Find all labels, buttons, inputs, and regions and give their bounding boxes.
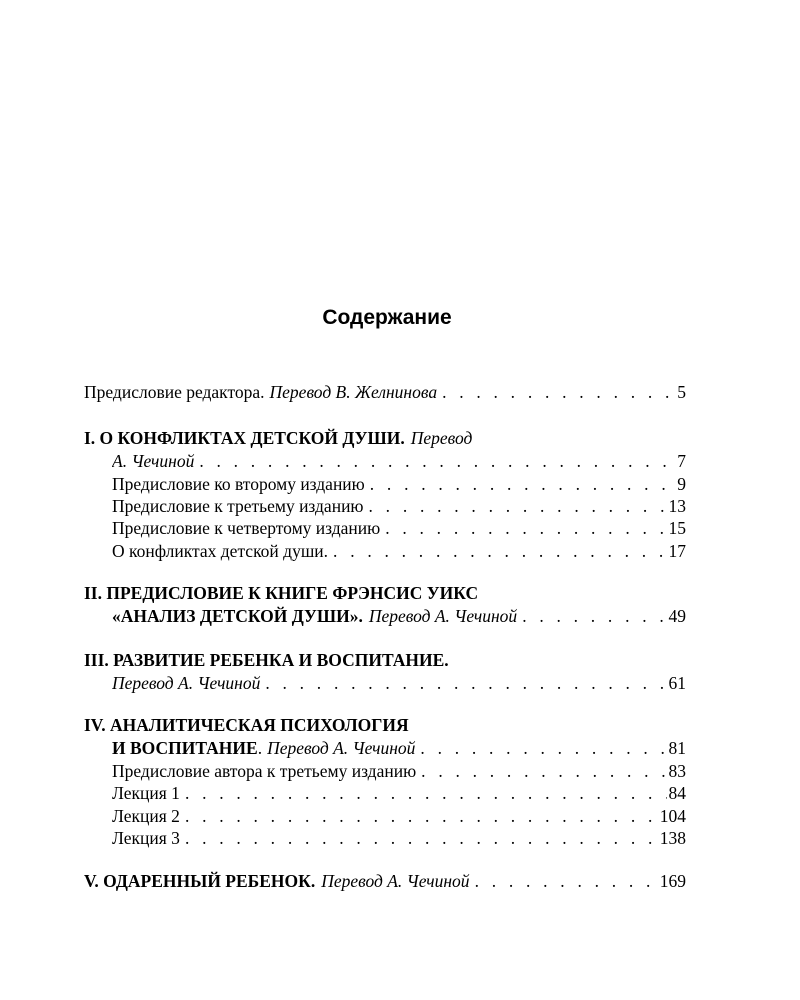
page-title: Содержание xyxy=(322,306,452,329)
part-title: И ВОСПИТАНИЕ xyxy=(112,738,258,758)
toc-subentry xyxy=(112,804,686,828)
page-number: 49 xyxy=(668,606,686,626)
dot-leader xyxy=(194,449,675,473)
entry-text: Лекция 1 xyxy=(112,783,180,803)
toc-subentry xyxy=(112,826,686,850)
entry-text: Предисловие к третьему изданию xyxy=(112,496,364,516)
page-number: 15 xyxy=(668,518,686,538)
page-number: 138 xyxy=(659,828,686,848)
entry-translator: Перевод А. Чечиной xyxy=(321,871,470,891)
part-title: V. ОДАРЕННЫЙ РЕБЕНОК. xyxy=(84,871,316,891)
page-number: 17 xyxy=(668,541,686,561)
dot-leader xyxy=(180,781,667,805)
toc-subentry xyxy=(112,759,686,783)
toc-part3-translator-line xyxy=(112,671,686,695)
entry-translator: Перевод В. Желнинова xyxy=(269,382,438,402)
part-title: III. РАЗВИТИЕ РЕБЕНКА И ВОСПИТАНИЕ. xyxy=(84,650,449,670)
entry-text: Предисловие ко второму изданию xyxy=(112,474,365,494)
toc-part2-heading xyxy=(84,581,686,605)
part-title-punctuation: . xyxy=(257,738,263,758)
dot-leader xyxy=(416,759,666,783)
entry-text: О конфликтах детской души. xyxy=(112,541,329,561)
dot-leader xyxy=(328,539,666,563)
toc-part1-translator-line xyxy=(112,449,686,473)
part-title: IV. АНАЛИТИЧЕСКАЯ ПСИХОЛОГИЯ xyxy=(84,715,409,735)
page-number: 84 xyxy=(668,783,686,803)
page-number: 7 xyxy=(677,451,686,471)
dot-leader xyxy=(517,604,666,628)
page-number: 83 xyxy=(668,761,686,781)
toc-part4-title-line xyxy=(112,736,686,760)
page-number: 61 xyxy=(668,673,686,693)
toc-subentry xyxy=(112,472,686,496)
part-title: I. О КОНФЛИКТАХ ДЕТСКОЙ ДУШИ. xyxy=(84,428,405,448)
entry-translator: Перевод А. Чечиной xyxy=(112,673,261,693)
toc-part1-heading xyxy=(84,426,686,450)
dot-leader xyxy=(437,380,675,404)
dot-leader xyxy=(380,516,666,540)
toc-subentry xyxy=(112,539,686,563)
toc-subentry xyxy=(112,516,686,540)
entry-translator: Перевод А. Чечиной xyxy=(267,738,416,758)
entry-text: Лекция 2 xyxy=(112,806,180,826)
toc-subentry xyxy=(112,494,686,518)
dot-leader xyxy=(180,804,658,828)
toc-part3-heading xyxy=(84,648,686,672)
page-number: 169 xyxy=(659,871,686,891)
dot-leader xyxy=(364,494,667,518)
page-number: 81 xyxy=(668,738,686,758)
toc-part4-heading xyxy=(84,713,686,737)
entry-translator: Перевод А. Чечиной xyxy=(368,606,518,626)
entry-translator: Перевод xyxy=(410,428,473,448)
dot-leader xyxy=(365,472,675,496)
entry-text: Лекция 3 xyxy=(112,828,180,848)
entry-text: Предисловие автора к третьему изданию xyxy=(112,761,417,781)
entry-translator: А. Чечиной xyxy=(112,451,195,471)
toc-part5-heading xyxy=(84,869,686,893)
page-number: 104 xyxy=(659,806,686,826)
page-number: 9 xyxy=(677,474,686,494)
entry-text: Предисловие редактора. xyxy=(84,382,265,402)
page-number: 13 xyxy=(668,496,686,516)
dot-leader xyxy=(260,671,666,695)
entry-text: Предисловие к четвертому изданию xyxy=(112,518,381,538)
toc-entry-editor-preface xyxy=(84,380,686,404)
toc-subentry xyxy=(112,781,686,805)
dot-leader xyxy=(470,869,658,893)
dot-leader xyxy=(180,826,658,850)
page-number: 5 xyxy=(677,382,686,402)
toc-part2-title-line xyxy=(112,604,686,628)
part-title: II. ПРЕДИСЛОВИЕ К КНИГЕ ФРЭНСИС УИКС xyxy=(84,583,479,603)
part-title: «АНАЛИЗ ДЕТСКОЙ ДУШИ». xyxy=(112,606,363,626)
dot-leader xyxy=(415,736,666,760)
